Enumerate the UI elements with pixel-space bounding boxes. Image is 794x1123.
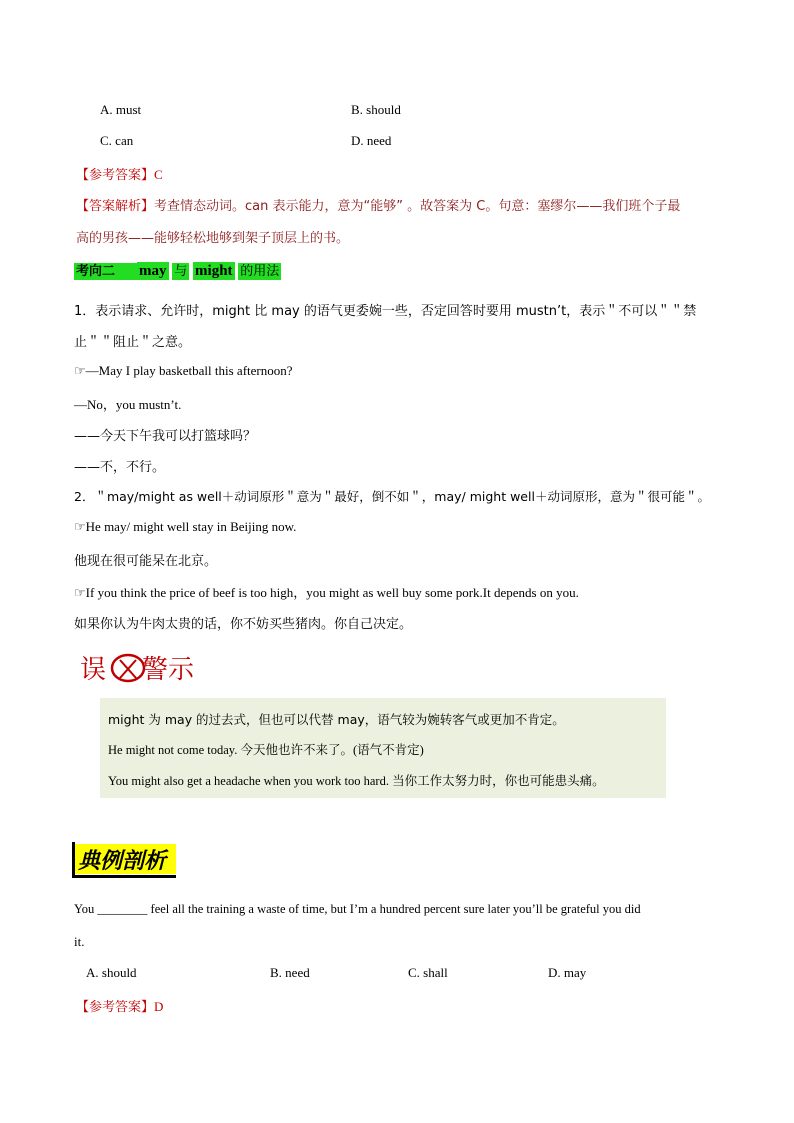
example-answer-label: 【参考答案】 xyxy=(76,1000,155,1015)
example-logo xyxy=(72,842,180,878)
warning-note xyxy=(100,698,666,798)
analysis-text-1: 考查情态动词。can 表示能力，意为“能够” 。故答案为 C。句意：塞缪尔——我们班个子最 xyxy=(154,199,681,214)
section-mid: 与 xyxy=(174,264,188,279)
example-answer-value: D xyxy=(154,999,164,1014)
section-word-may: may xyxy=(139,263,167,279)
rule2-line1: 2．＂may/might as well＋动词原形＂意为＂最好，倒不如＂，may/ might well＋动词原形，意为＂很可能＂。 xyxy=(74,489,710,504)
svg-text:典例剖析: 典例剖析 xyxy=(78,849,167,874)
example-option-a: A. should xyxy=(86,965,137,980)
example-logo-icon xyxy=(72,842,180,878)
section-word-might: might xyxy=(195,263,233,279)
example-option-d: D. may xyxy=(548,965,587,980)
example-option-b: B. need xyxy=(270,965,310,980)
analysis-label: 【答案解析】 xyxy=(76,199,155,214)
example-stem-1: You ________ feel all the training a waste of time, but I’m a hundred percent sure later you’ll be grateful you did xyxy=(74,902,641,916)
answer-line xyxy=(76,164,163,183)
warning-logo xyxy=(80,648,196,690)
rule2-example-1-zh: 他现在很可能呆在北京。 xyxy=(74,554,218,569)
rule1-example-2: —No，you mustn’t. xyxy=(74,397,182,412)
option-d: D. need xyxy=(351,133,392,148)
svg-text:警示: 警示 xyxy=(142,655,195,685)
warning-line-1: might 为 may 的过去式，但也可以代替 may，语气较为婉转客气或更加不肯定。 xyxy=(108,712,565,727)
example-stem-2: it. xyxy=(74,934,85,949)
option-a: A. must xyxy=(100,102,142,117)
svg-text:误: 误 xyxy=(80,655,107,685)
option-c: C. can xyxy=(100,133,134,148)
warning-line-3: You might also get a headache when you work too hard. 当你工作太努力时，你也可能患头痛。 xyxy=(108,774,605,788)
section-heading xyxy=(74,260,281,280)
rule2-example-2: ☞If you think the price of beef is too high，you might as well buy some pork.It depends on you. xyxy=(74,585,579,600)
rule1-example-1: ☞—May I play basketball this afternoon? xyxy=(74,363,293,378)
warning-logo-icon xyxy=(80,648,196,686)
section-prefix: 考向二 xyxy=(76,264,116,279)
rule1-example-4: ——不，不行。 xyxy=(74,460,166,475)
analysis-text-2: 高的男孩——能够轻松地够到架子顶层上的书。 xyxy=(76,231,350,246)
example-option-c: C. shall xyxy=(408,965,448,980)
section-suffix: 的用法 xyxy=(240,264,280,279)
analysis-line-1 xyxy=(76,195,680,214)
rule1-line2: 止＂＂阻止＂之意。 xyxy=(74,335,192,350)
rule1-line1: 1．表示请求、允许时，might 比 may 的语气更委婉一些，否定回答时要用 mustn’t，表示＂不可以＂＂禁 xyxy=(74,304,697,319)
option-b: B. should xyxy=(351,102,401,117)
warning-line-2: He might not come today. 今天他也许不来了。(语气不肯定) xyxy=(108,743,424,757)
answer-label: 【参考答案】 xyxy=(76,168,155,183)
example-answer-line xyxy=(76,996,163,1015)
rule2-example-1: ☞He may/ might well stay in Beijing now. xyxy=(74,519,297,534)
rule2-example-2-zh: 如果你认为牛肉太贵的话，你不妨买些猪肉。你自己决定。 xyxy=(74,617,413,632)
answer-value: C xyxy=(154,167,163,182)
rule1-example-3: ——今天下午我可以打篮球吗？ xyxy=(74,429,257,444)
